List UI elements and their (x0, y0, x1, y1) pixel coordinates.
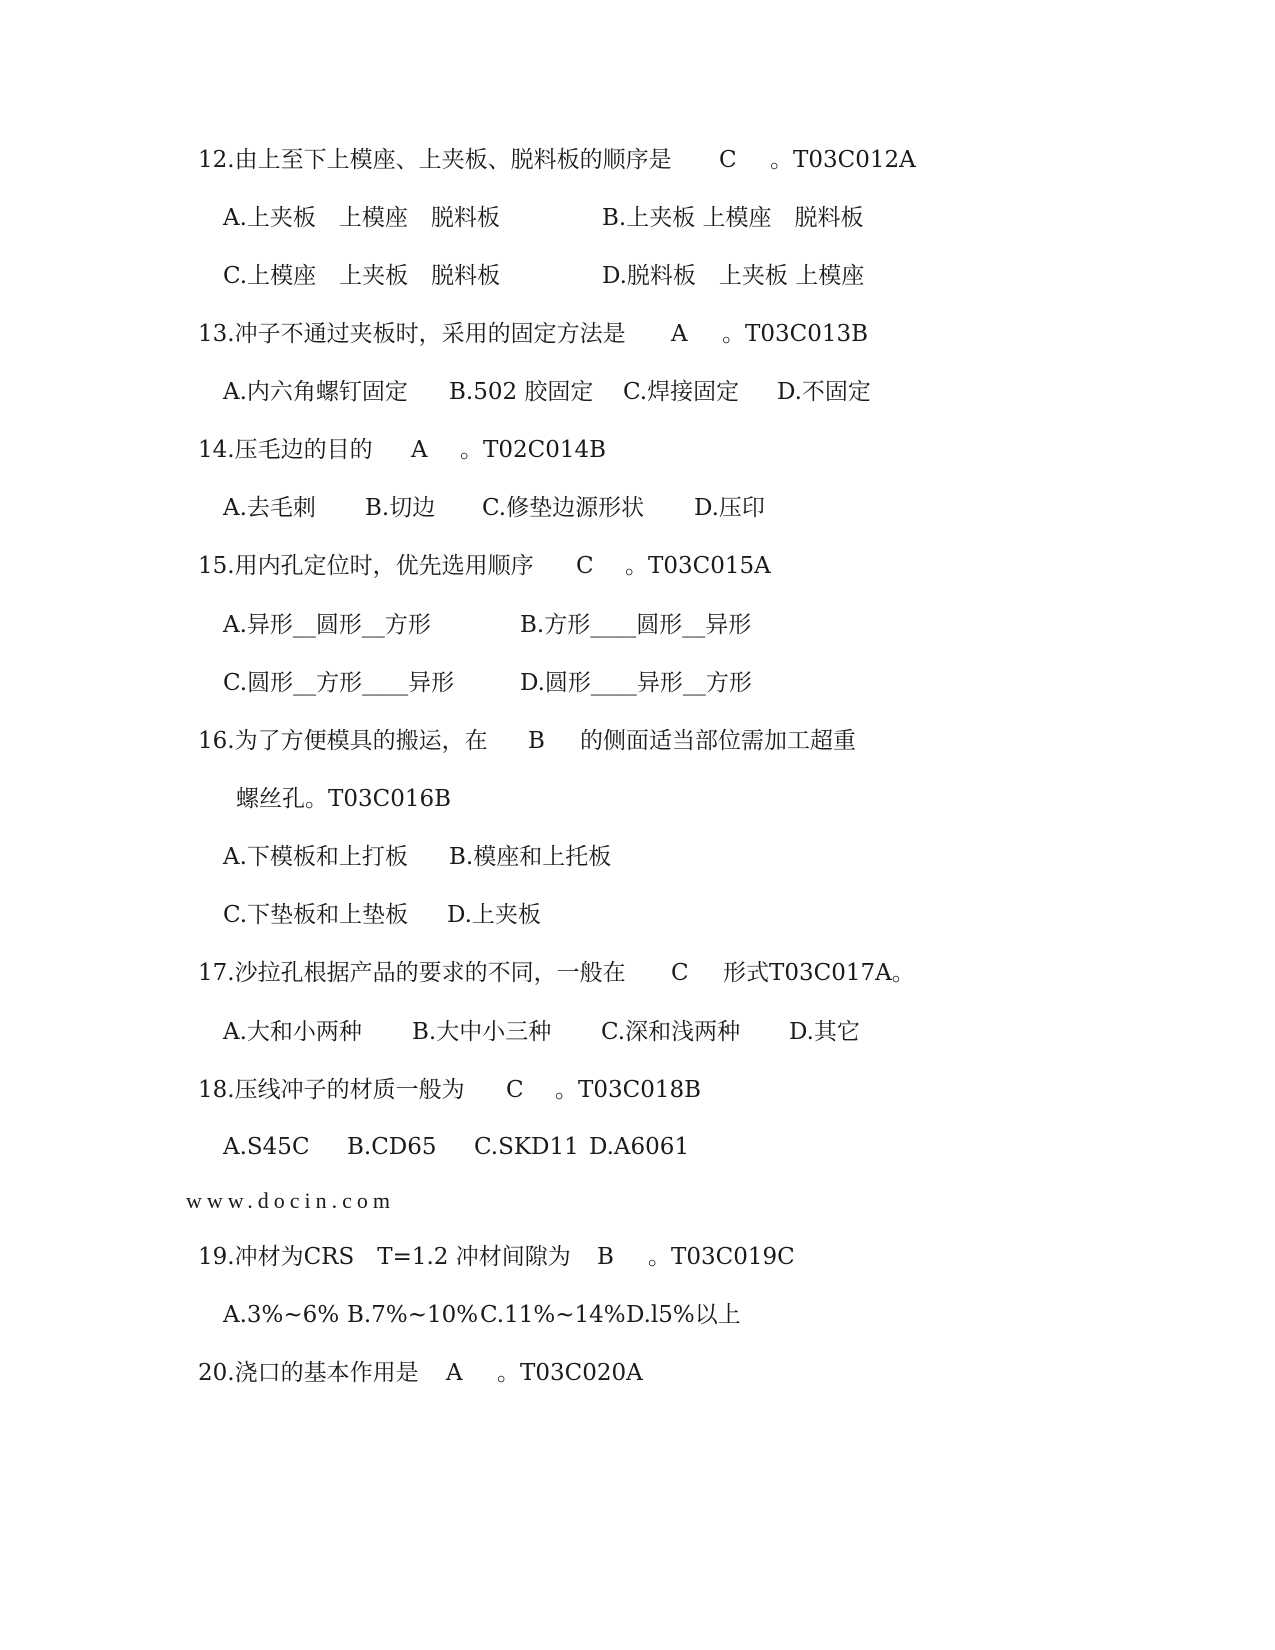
question-stem: 19.冲材为CRS T=1.2 冲材间隙为 (198, 1244, 571, 1270)
option: B.CD65 (347, 1134, 437, 1160)
question-code: 。T03C015A (625, 553, 771, 579)
option: C.上模座 上夹板 脱料板 (223, 263, 501, 289)
option: D.其它 (789, 1019, 860, 1045)
option: A.去毛刺 (223, 495, 316, 521)
question-code: 。T02C014B (460, 437, 607, 463)
option: D.压印 (694, 495, 765, 521)
option: A.S45C (223, 1134, 310, 1160)
option: C.SKD11 (474, 1134, 579, 1160)
option: A.下模板和上打板 (223, 844, 408, 870)
question-stem: 14.压毛边的目的 (198, 437, 373, 463)
question-code: 。T03C013B (722, 321, 869, 347)
option: B.大中小三种 (412, 1019, 552, 1045)
question-20 (198, 1358, 643, 1508)
question-code: 。T03C018B (555, 1077, 702, 1103)
option: B.方形____圆形__异形 (520, 612, 752, 638)
question-stem: 20.浇口的基本作用是 (198, 1360, 419, 1386)
answer-letter: A (446, 1360, 463, 1386)
answer-letter: B (528, 728, 545, 754)
option: D.不固定 (777, 379, 871, 405)
question-code: 。T03C019C (648, 1244, 795, 1270)
question-code: 。T03C012A (770, 147, 916, 173)
option: A.内六角螺钉固定 (223, 379, 408, 405)
option: C.11%~14% (480, 1302, 626, 1328)
option: D.圆形____异形__方形 (520, 670, 752, 696)
question-stem: 12.由上至下上模座、上夹板、脱料板的顺序是 (198, 147, 672, 173)
answer-letter: C (671, 960, 689, 986)
option: B.模座和上托板 (449, 844, 612, 870)
question-stem-tail: 的侧面适当部位需加工超重 (580, 728, 856, 754)
answer-letter: A (411, 437, 428, 463)
answer-letter: C (576, 553, 594, 579)
option: C.圆形__方形____异形 (223, 670, 455, 696)
answer-letter: C (506, 1077, 524, 1103)
question-stem: 16.为了方便模具的搬运，在 (198, 728, 488, 754)
watermark-text: www.docin.com (186, 1188, 395, 1213)
option: B.502 胶固定 (449, 379, 594, 405)
question-code: 。T03C020A (497, 1360, 643, 1386)
option: C.修垫边源形状 (482, 495, 645, 521)
question-stem: 13.冲子不通过夹板时，采用的固定方法是 (198, 321, 626, 347)
answer-letter: B (597, 1244, 614, 1270)
option: B.上夹板 上模座 脱料板 (602, 205, 864, 231)
question-continuation-text: 螺丝孔。T03C016B (236, 786, 452, 812)
option: C.下垫板和上垫板 (223, 902, 409, 928)
answer-letter: C (719, 147, 737, 173)
option: A.异形__圆形__方形 (223, 612, 431, 638)
option: A.上夹板 上模座 脱料板 (223, 205, 500, 231)
answer-letter: A (671, 321, 688, 347)
option: A.3%~6% (223, 1302, 340, 1328)
question-stem: 15.用内孔定位时，优先选用顺序 (198, 553, 534, 579)
option: D.脱料板 上夹板 上模座 (602, 263, 865, 289)
question-stem: 17.沙拉孔根据产品的要求的不同，一般在 (198, 960, 626, 986)
option: C.深和浅两种 (601, 1019, 741, 1045)
question-code: 形式T03C017A。 (723, 960, 915, 986)
option: D.l5%以上 (626, 1302, 741, 1328)
option: C.焊接固定 (623, 379, 740, 405)
question-stem: 18.压线冲子的材质一般为 (198, 1077, 465, 1103)
option: B.7%~10% (347, 1302, 479, 1328)
option: D.上夹板 (447, 902, 541, 928)
option: A.大和小两种 (223, 1019, 362, 1045)
option: D.A6061 (589, 1134, 690, 1160)
option: B.切边 (365, 495, 436, 521)
